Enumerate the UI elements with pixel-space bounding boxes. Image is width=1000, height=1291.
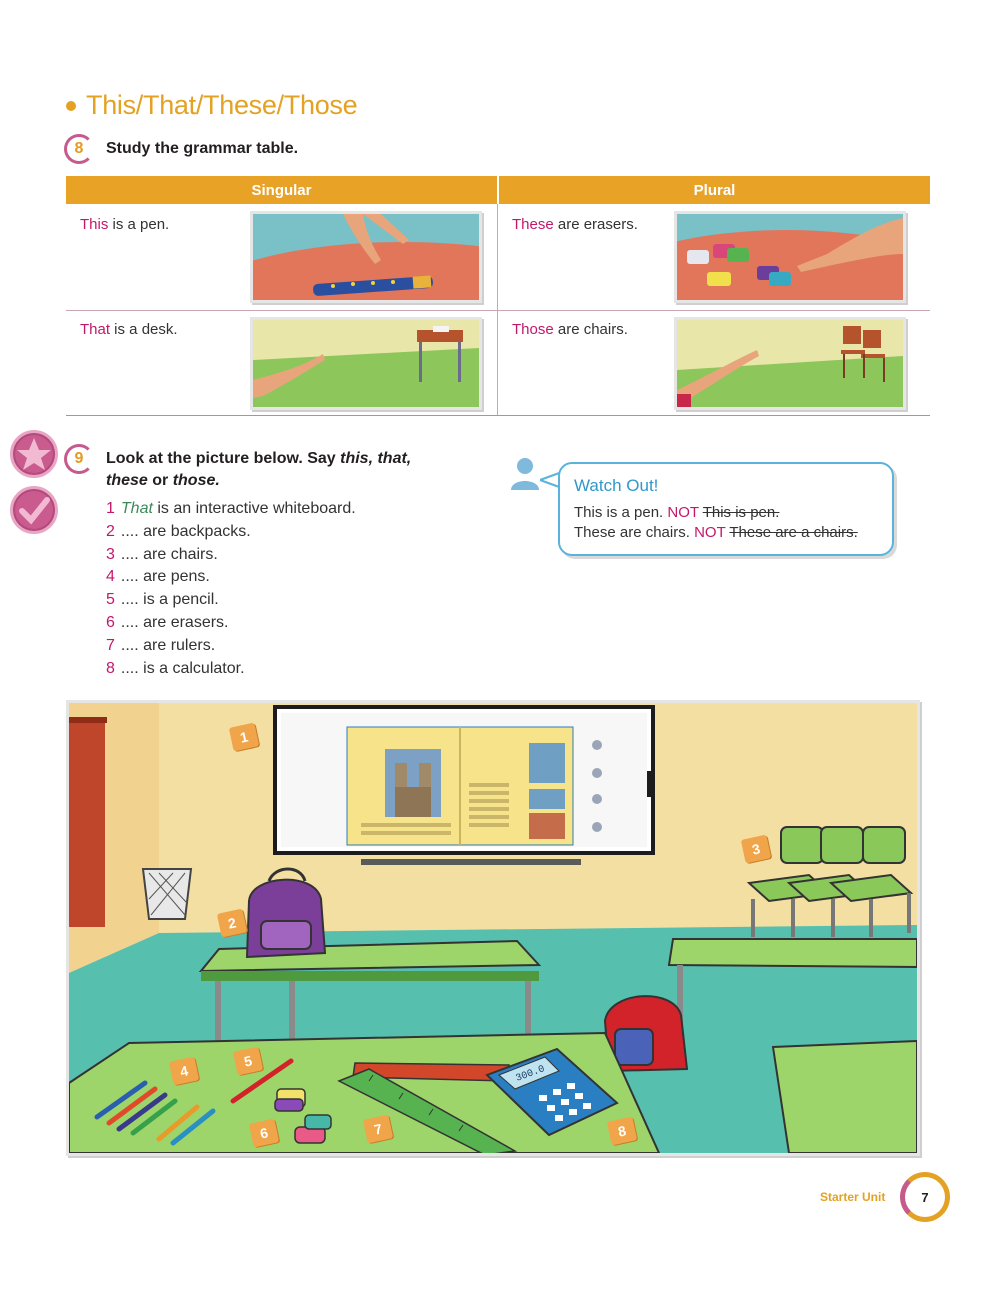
section-title xyxy=(66,90,357,121)
section-title-text: This/That/These/Those xyxy=(86,90,358,120)
list-item: 5 .... is a pencil. xyxy=(106,591,219,609)
list-item: 8 .... is a calculator. xyxy=(106,659,245,677)
grammar-example-that: That is a desk. xyxy=(80,321,178,338)
column-header-singular: Singular xyxy=(66,176,497,204)
picture-tag-4: 4 xyxy=(169,1057,199,1086)
exercise-9-number: 9 xyxy=(64,444,94,474)
list-item: 4 .... are pens. xyxy=(106,568,210,586)
picture-tag-7: 7 xyxy=(363,1115,393,1144)
watch-out-line-2: These are chairs. NOT These are a chairs. xyxy=(574,524,858,541)
list-item: 7 .... are rulers. xyxy=(106,636,216,654)
exercise-8-number: 8 xyxy=(64,134,94,164)
watch-out-line-1: This is a pen. NOT This is pen. xyxy=(574,504,780,521)
page-number: 7 xyxy=(921,1189,929,1205)
person-icon xyxy=(510,456,540,492)
row-divider xyxy=(66,310,930,311)
list-item: 2 .... are backpacks. xyxy=(106,522,251,540)
calculator-display-text: 300.0 xyxy=(514,1064,547,1085)
column-header-plural: Plural xyxy=(499,176,930,204)
picture-tag-2: 2 xyxy=(217,909,247,938)
chairs-picture xyxy=(674,317,906,410)
picture-tag-5: 5 xyxy=(233,1047,263,1076)
table-bottom-line xyxy=(66,415,930,416)
watch-out-title: Watch Out! xyxy=(574,476,659,495)
classroom-illustration xyxy=(66,700,920,1156)
checkmark-badge-icon xyxy=(10,486,58,534)
pen-picture xyxy=(250,211,482,303)
exercise-9-title: Look at the picture below. Say this, that, these or those. xyxy=(106,450,412,489)
bullet-icon xyxy=(66,101,76,111)
picture-tag-3: 3 xyxy=(741,835,771,864)
erasers-picture xyxy=(674,211,906,303)
picture-tag-6: 6 xyxy=(249,1119,279,1148)
desk-picture xyxy=(250,317,482,410)
list-item: 6 .... are erasers. xyxy=(106,613,229,631)
grammar-table xyxy=(66,176,930,416)
list-item: 3 .... are chairs. xyxy=(106,545,218,563)
grammar-example-this: This is a pen. xyxy=(80,216,170,233)
picture-tag-1: 1 xyxy=(229,723,259,752)
star-badge-icon xyxy=(10,430,58,478)
watch-out-box xyxy=(558,462,894,556)
list-item: 1 That is an interactive whiteboard. xyxy=(106,500,356,517)
exercise-9-sentence-list xyxy=(106,498,356,680)
picture-tag-8: 8 xyxy=(607,1117,637,1146)
exercise-8-title: Study the grammar table. xyxy=(106,140,299,157)
footer-unit-label: Starter Unit xyxy=(820,1190,886,1204)
grammar-example-those: Those are chairs. xyxy=(512,321,628,338)
grammar-example-these: These are erasers. xyxy=(512,216,638,233)
